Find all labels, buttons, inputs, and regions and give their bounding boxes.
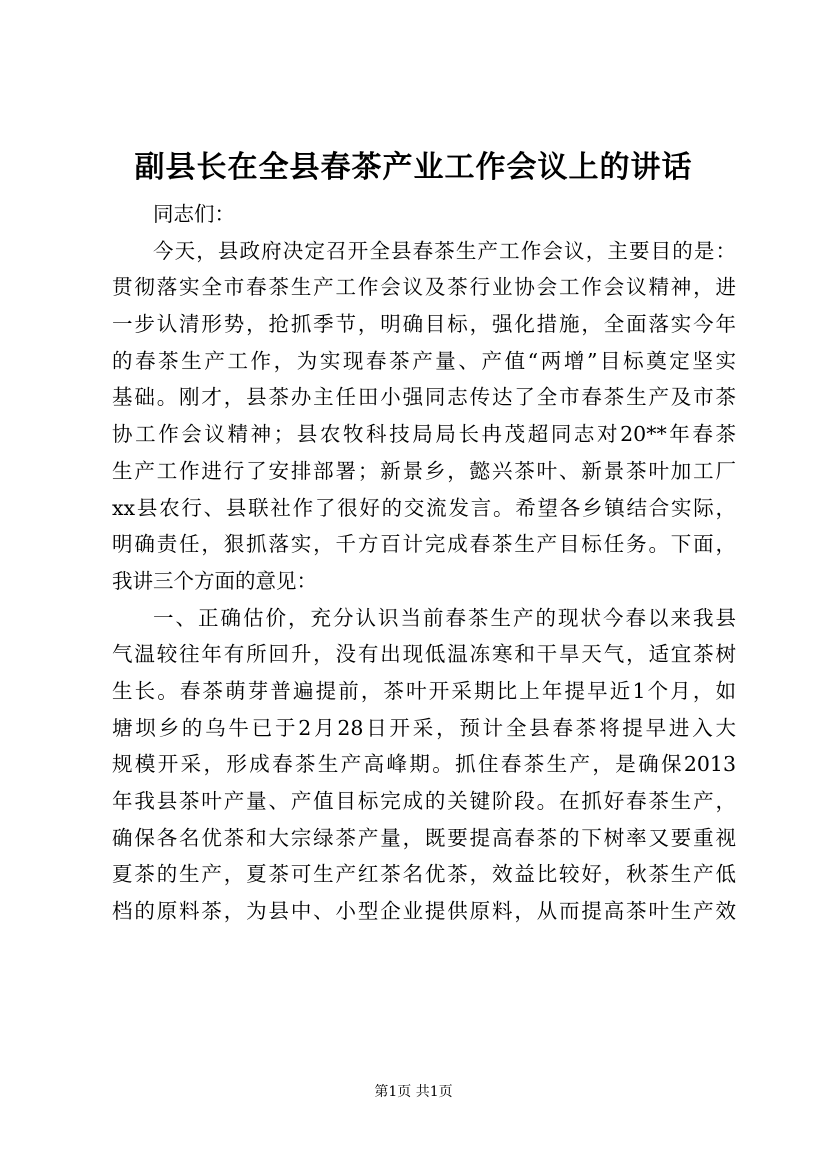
text-line: 夏茶的生产，夏茶可生产红茶名优茶，效益比较好，秋茶生产低 <box>112 862 736 887</box>
text-line: 明确责任，狠抓落实，千方百计完成春茶生产目标任务。下面， <box>112 532 736 557</box>
text-line: 贯彻落实全市春茶生产工作会议及茶行业协会工作会议精神，进 <box>112 275 736 300</box>
text-line: 年我县茶叶产量、产值目标完成的关键阶段。在抓好春茶生产， <box>112 789 736 813</box>
document-title: 副县长在全县春茶产业工作会议上的讲话 <box>134 150 693 185</box>
text-line: 一步认清形势，抢抓季节，明确目标，强化措施，全面落实今年 <box>112 312 736 337</box>
text-line: 塘坝乡的乌牛已于2月28日开采，预计全县春茶将提早进入大 <box>112 715 736 740</box>
text-line: 气温较往年有所回升，没有出现低温冻寒和干旱天气，适宜茶树 <box>112 642 736 667</box>
text-line: 档的原料茶，为县中、小型企业提供原料，从而提高茶叶生产效 <box>112 899 736 924</box>
text-line: 的春茶生产工作，为实现春茶产量、产值“两增”目标奠定坚实 <box>112 348 736 373</box>
text-line: 协工作会议精神；县农牧科技局局长冉茂超同志对20**年春茶 <box>112 422 736 447</box>
text-line: 我讲三个方面的意见： <box>112 568 317 593</box>
text-line: 基础。刚才，县茶办主任田小强同志传达了全市春茶生产及市茶 <box>112 385 736 410</box>
page-footer: 第1页 共1页 <box>374 1084 453 1100</box>
text-line: 一、正确估价，充分认识当前春茶生产的现状今春以来我县 <box>153 605 736 630</box>
text-line: 生产工作进行了安排部署；新景乡，懿兴茶叶、新景茶叶加工厂 <box>112 458 736 483</box>
text-line: 生长。春茶萌芽普遍提前，茶叶开采期比上年提早近1个月，如 <box>112 678 736 703</box>
text-line: 同志们： <box>153 202 235 226</box>
text-line: 确保各名优茶和大宗绿茶产量，既要提高春茶的下树率又要重视 <box>112 825 736 850</box>
text-line: 规模开采，形成春茶生产高峰期。抓住春茶生产，是确保2013 <box>112 752 736 777</box>
text-line: xx县农行、县联社作了很好的交流发言。希望各乡镇结合实际， <box>112 495 736 520</box>
document-body <box>112 196 736 930</box>
text-line: 今天，县政府决定召开全县春茶生产工作会议，主要目的是： <box>153 238 736 263</box>
